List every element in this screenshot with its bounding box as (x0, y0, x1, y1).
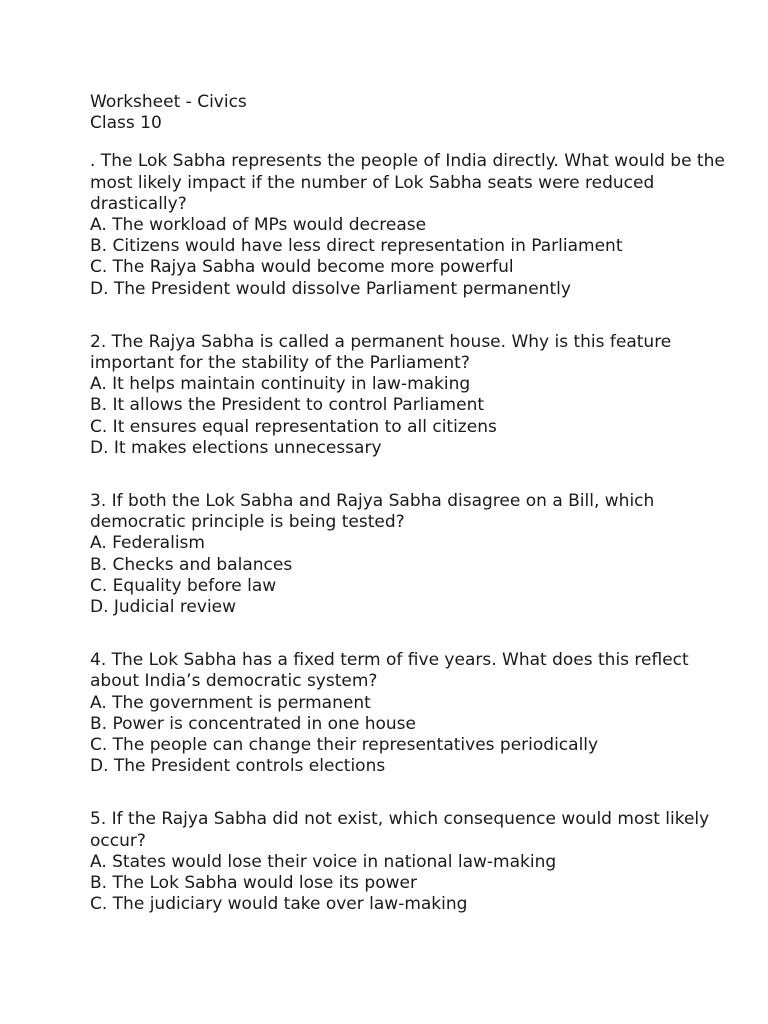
question-text: 4. The Lok Sabha has a fixed term of five years. What does this reflect about India’s democratic system? (90, 650, 689, 692)
class-label: Class 10 (90, 113, 162, 134)
option-c: C. The Rajya Sabha would become more powerful (90, 257, 514, 278)
option-b: B. Citizens would have less direct representation in Parliament (90, 236, 623, 257)
worksheet-header (90, 92, 730, 134)
worksheet-title: Worksheet - Civics (90, 92, 247, 112)
option-b: B. Checks and balances (90, 554, 293, 575)
option-b: B. It allows the President to control Parliament (90, 395, 485, 416)
option-c: C. Equality before law (90, 575, 277, 596)
option-b: B. The Lok Sabha would lose its power (90, 873, 417, 894)
option-d: D. Judicial review (90, 597, 237, 618)
worksheet-page (90, 92, 730, 948)
option-a: A. Federalism (90, 533, 205, 554)
option-a: A. The government is permanent (90, 692, 371, 713)
question-text: 2. The Rajya Sabha is called a permanent house. Why is this feature important for the stability of the Parliament? (90, 331, 672, 374)
question-1 (90, 151, 730, 299)
option-c: C. It ensures equal representation to all citizens (90, 416, 497, 437)
option-b: B. Power is concentrated in one house (90, 713, 416, 734)
option-d: D. It makes elections unnecessary (90, 437, 382, 458)
option-c: C. The judiciary would take over law-making (90, 894, 468, 915)
option-c: C. The people can change their representatives periodically (90, 735, 599, 756)
option-a: A. The workload of MPs would decrease (90, 215, 427, 236)
option-d: D. The President would dissolve Parliament permanently (90, 278, 571, 299)
question-text: . The Lok Sabha represents the people of India directly. What would be the most likely impact if the number of Lok Sabha seats were reduced drastically? (90, 151, 725, 214)
option-d: D. The President controls elections (90, 756, 386, 777)
option-a: A. It helps maintain continuity in law-making (90, 374, 471, 395)
question-4 (90, 650, 730, 777)
question-3 (90, 491, 730, 618)
question-2 (90, 332, 730, 459)
question-5 (90, 809, 730, 915)
question-text: 3. If both the Lok Sabha and Rajya Sabha disagree on a Bill, which democratic principle is being tested? (90, 491, 655, 533)
option-a: A. States would lose their voice in national law-making (90, 851, 557, 872)
question-text: 5. If the Rajya Sabha did not exist, which consequence would most likely occur? (90, 809, 710, 851)
